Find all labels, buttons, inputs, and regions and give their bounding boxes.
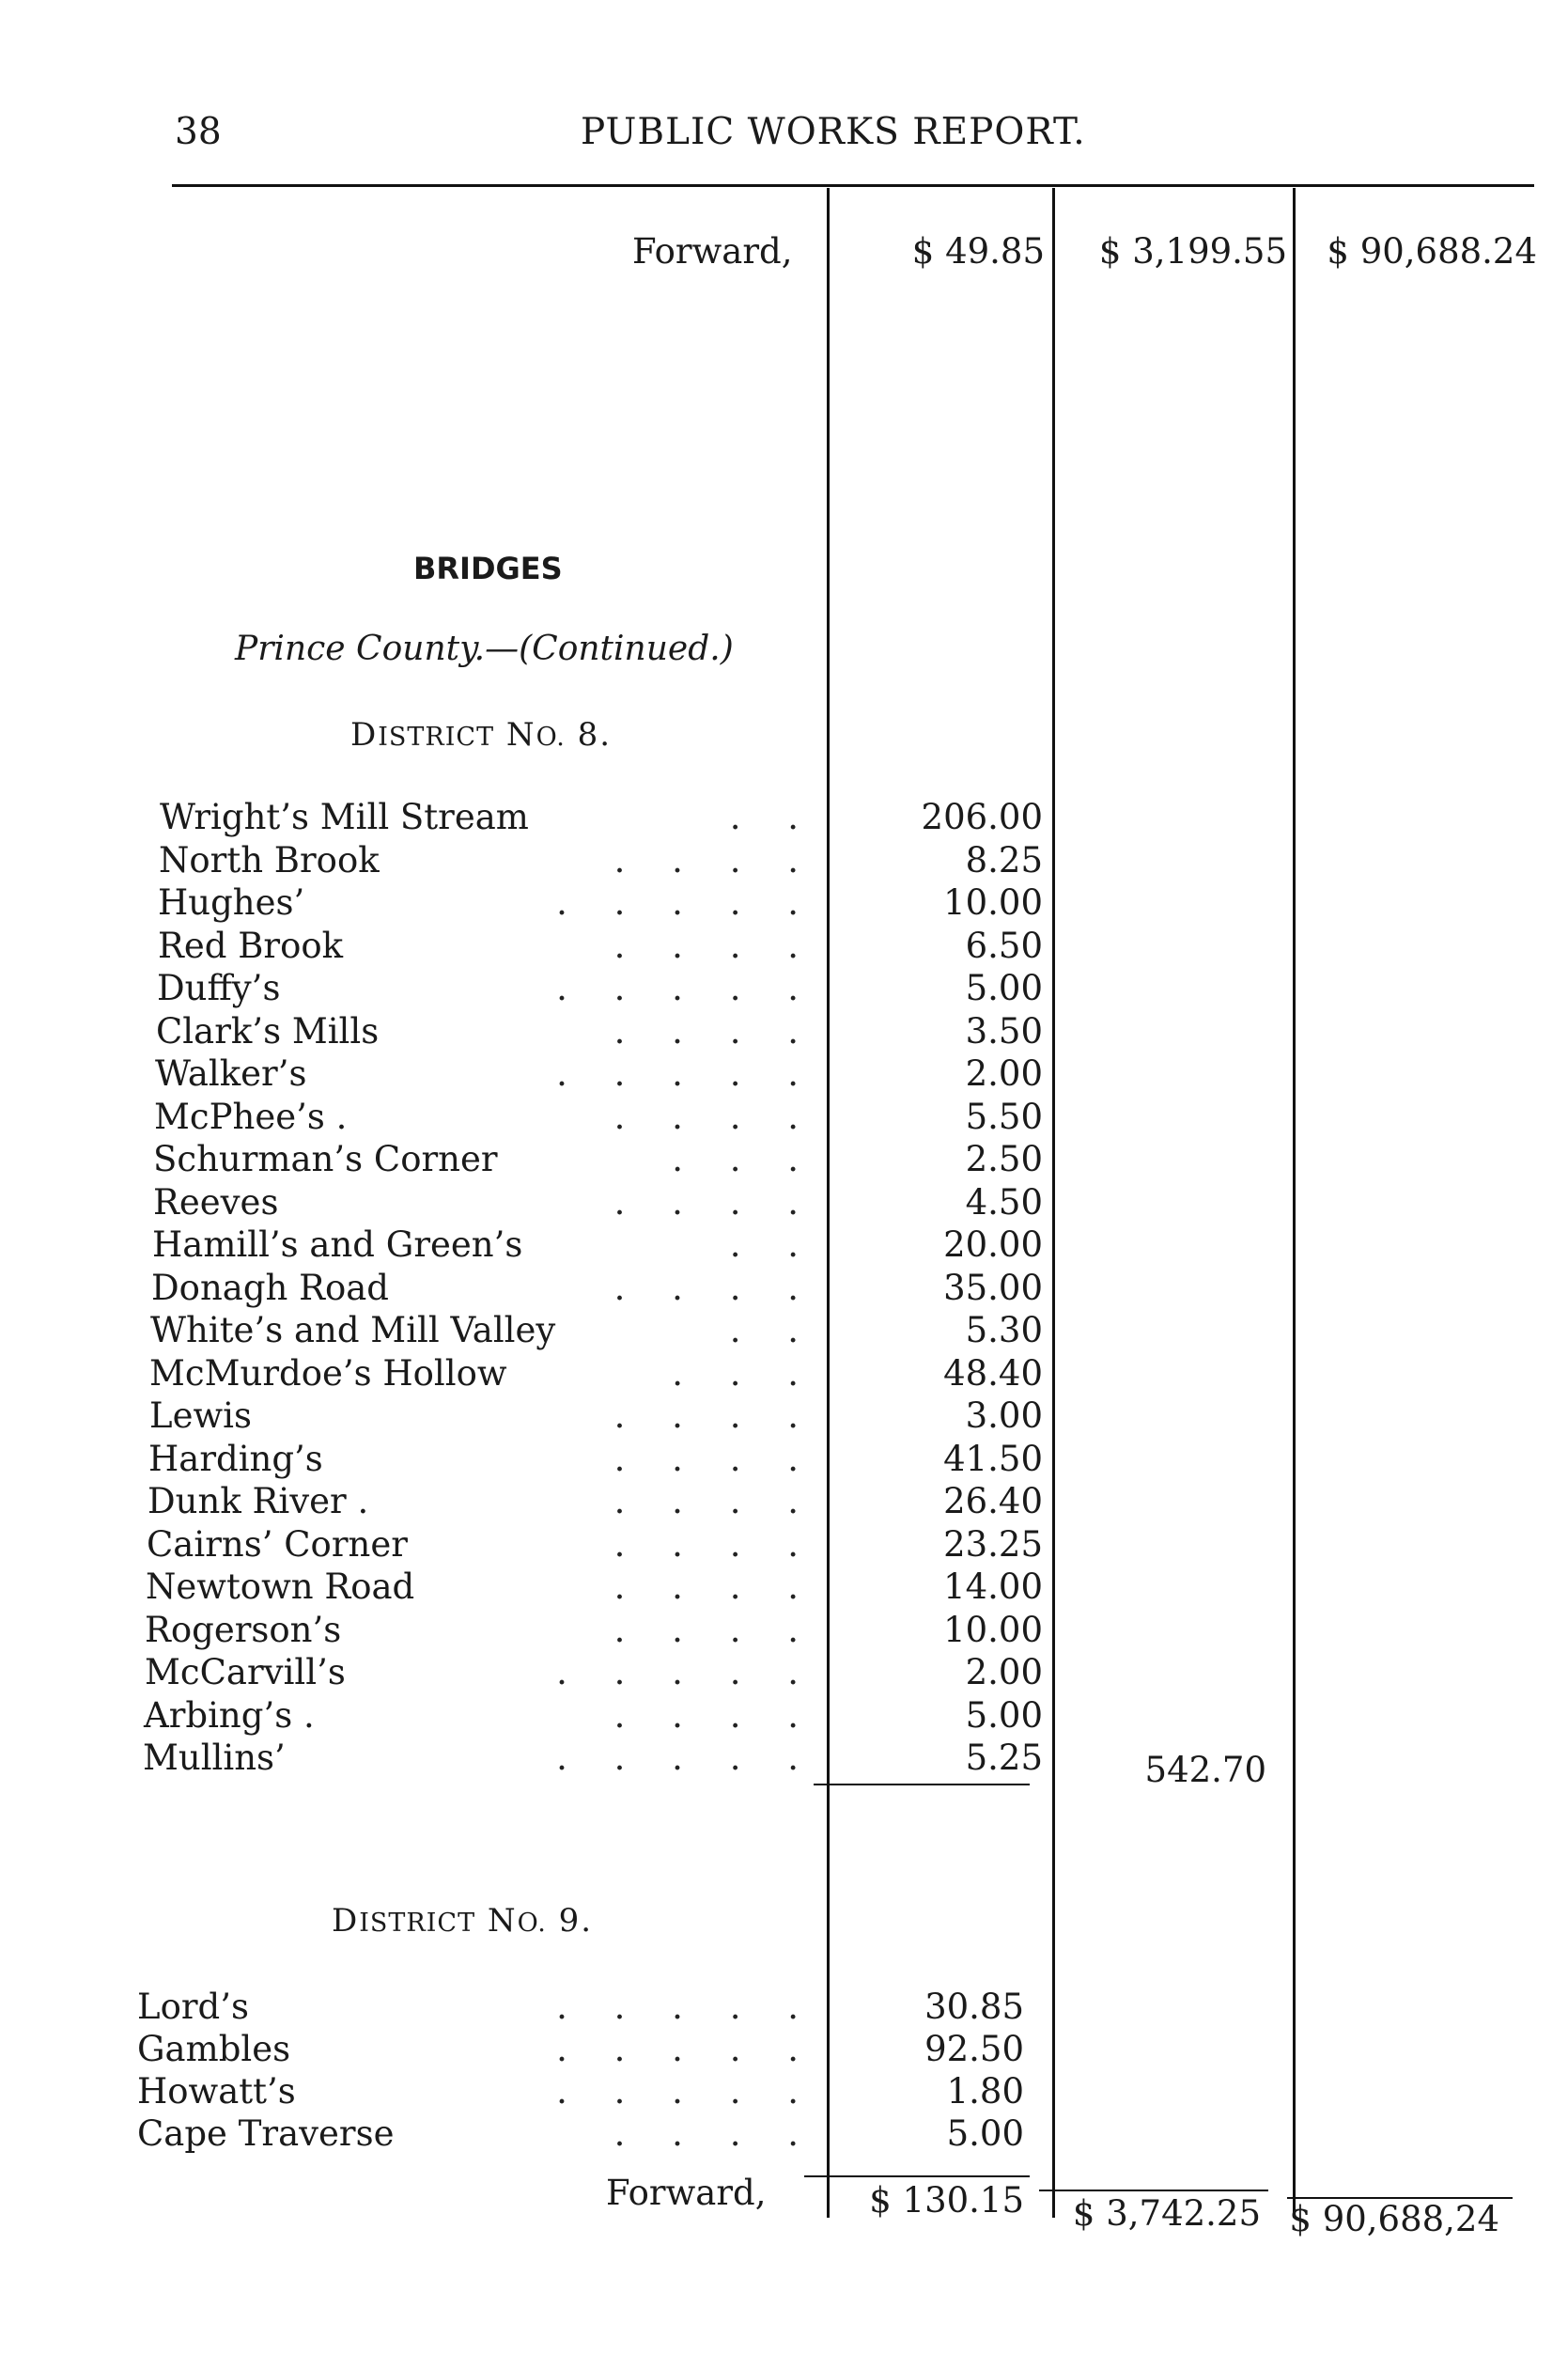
leader-dots: . . . . — [613, 1182, 799, 1223]
column-line-1 — [827, 188, 830, 2218]
bridge-amount: 206.00 — [921, 797, 1043, 837]
bridge-name: Wright’s Mill Stream — [160, 797, 529, 837]
header-rule — [172, 184, 1534, 187]
leader-dots: . . . — [672, 1353, 799, 1394]
forward-bottom-label: Forward, — [606, 2173, 767, 2213]
bridge-amount: 1.80 — [946, 2071, 1024, 2112]
forward-bottom-rule-2 — [1039, 2190, 1268, 2191]
leader-dots: . . . . . — [556, 1053, 799, 1094]
bridge-amount: 8.25 — [965, 840, 1043, 881]
bridge-amount: 6.50 — [965, 926, 1043, 966]
district-8-subtotal-rule — [814, 1784, 1030, 1785]
bridge-name: Harding’s — [148, 1439, 323, 1479]
bridge-amount: 92.50 — [924, 2029, 1024, 2069]
bridge-amount: 23.25 — [943, 1524, 1043, 1565]
district-8-label: DISTRICT NO. 8. — [350, 716, 613, 754]
bridge-amount: 30.85 — [924, 1987, 1024, 2027]
bridge-name: North Brook — [159, 840, 380, 881]
bridge-amount: 35.00 — [943, 1268, 1043, 1308]
leader-dots: . . — [729, 1224, 799, 1265]
leader-dots: . . . . . — [556, 2071, 799, 2112]
bridge-amount: 2.00 — [965, 1053, 1043, 1094]
leader-dots: . . . — [672, 1139, 799, 1179]
leader-dots: . . . . — [613, 1097, 799, 1137]
page-title: PUBLIC WORKS REPORT. — [581, 111, 1086, 153]
section-subheading: Prince County.—(Continued.) — [235, 630, 734, 668]
bridge-name: Walker’s — [155, 1053, 307, 1094]
leader-dots: . . — [729, 797, 799, 837]
bridge-name: Clark’s Mills — [156, 1011, 380, 1052]
forward-top-col1: $ 49.85 — [911, 231, 1045, 272]
bridge-name: Schurman’s Corner — [153, 1139, 498, 1179]
bridge-name: Cairns’ Corner — [147, 1524, 408, 1565]
leader-dots: . . . . — [613, 1566, 799, 1607]
leader-dots: . . . . . — [556, 882, 799, 923]
bridge-amount: 48.40 — [943, 1353, 1043, 1394]
bridge-name: McCarvill’s — [145, 1652, 346, 1692]
leader-dots: . . . . — [613, 1268, 799, 1308]
leader-dots: . . . . — [613, 1695, 799, 1736]
leader-dots: . . . . — [613, 1439, 799, 1479]
leader-dots: . . . . — [613, 2113, 799, 2154]
leader-dots: . . . . — [613, 840, 799, 881]
forward-bottom-col3: $ 90,688,24 — [1289, 2199, 1499, 2239]
bridge-name: Donagh Road — [151, 1268, 389, 1308]
bridge-amount: 5.00 — [965, 968, 1043, 1008]
bridge-name: Newtown Road — [146, 1566, 415, 1607]
section-heading: BRIDGES — [413, 551, 563, 586]
bridge-name: McMurdoe’s Hollow — [149, 1353, 507, 1394]
bridge-amount: 5.50 — [965, 1097, 1043, 1137]
bridge-amount: 4.50 — [965, 1182, 1043, 1223]
bridge-amount: 10.00 — [943, 882, 1043, 923]
forward-top-col2: $ 3,199.55 — [1098, 231, 1287, 272]
bridge-name: Howatt’s — [137, 2071, 296, 2112]
leader-dots: . . . . . — [556, 1652, 799, 1692]
bridge-name: Duffy’s — [157, 968, 281, 1008]
bridge-name: White’s and Mill Valley — [150, 1310, 556, 1350]
district-9-label: DISTRICT NO. 9. — [332, 1902, 594, 1940]
district-8-subtotal: 542.70 — [1144, 1750, 1266, 1790]
bridge-amount: 2.00 — [965, 1652, 1043, 1692]
bridge-name: Lord’s — [137, 1987, 249, 2027]
leader-dots: . . . . — [613, 926, 799, 966]
bridge-name: Dunk River . — [147, 1481, 369, 1521]
bridge-amount: 5.00 — [965, 1695, 1043, 1736]
leader-dots: . . . . . — [556, 968, 799, 1008]
bridge-amount: 20.00 — [943, 1224, 1043, 1265]
leader-dots: . . . . — [613, 1395, 799, 1436]
forward-bottom-col1: $ 130.15 — [869, 2180, 1024, 2221]
bridge-name: Reeves — [153, 1182, 279, 1223]
forward-top-label: Forward, — [632, 231, 793, 272]
leader-dots: . . . . . — [556, 1987, 799, 2027]
bridge-amount: 5.00 — [946, 2113, 1024, 2154]
leader-dots: . . — [729, 1310, 799, 1350]
bridge-name: Hughes’ — [158, 882, 305, 923]
leader-dots: . . . . — [613, 1610, 799, 1650]
bridge-name: Mullins’ — [143, 1738, 286, 1778]
bridge-amount: 3.00 — [965, 1395, 1043, 1436]
bridge-name: Arbing’s . — [144, 1695, 315, 1736]
bridge-amount: 14.00 — [943, 1566, 1043, 1607]
bridge-amount: 41.50 — [943, 1439, 1043, 1479]
leader-dots: . . . . — [613, 1481, 799, 1521]
bridge-amount: 2.50 — [965, 1139, 1043, 1179]
leader-dots: . . . . . — [556, 1738, 799, 1778]
leader-dots: . . . . — [613, 1524, 799, 1565]
bridge-name: Lewis — [149, 1395, 252, 1436]
forward-bottom-rule-1 — [804, 2175, 1030, 2177]
column-line-2 — [1052, 188, 1055, 2218]
page-number: 38 — [175, 111, 222, 153]
bridge-amount: 26.40 — [943, 1481, 1043, 1521]
leader-dots: . . . . . — [556, 2029, 799, 2069]
bridge-name: Gambles — [137, 2029, 291, 2069]
forward-bottom-col2: $ 3,742.25 — [1072, 2193, 1261, 2234]
column-line-3 — [1293, 188, 1296, 2218]
bridge-name: Hamill’s and Green’s — [152, 1224, 523, 1265]
bridge-name: Cape Traverse — [137, 2113, 395, 2154]
bridge-name: McPhee’s . — [154, 1097, 348, 1137]
bridge-amount: 3.50 — [965, 1011, 1043, 1052]
leader-dots: . . . . — [613, 1011, 799, 1052]
bridge-name: Rogerson’s — [145, 1610, 342, 1650]
bridge-name: Red Brook — [158, 926, 344, 966]
forward-top-col3: $ 90,688.24 — [1327, 231, 1537, 272]
bridge-amount: 10.00 — [943, 1610, 1043, 1650]
bridge-amount: 5.25 — [965, 1738, 1043, 1778]
bridge-amount: 5.30 — [965, 1310, 1043, 1350]
